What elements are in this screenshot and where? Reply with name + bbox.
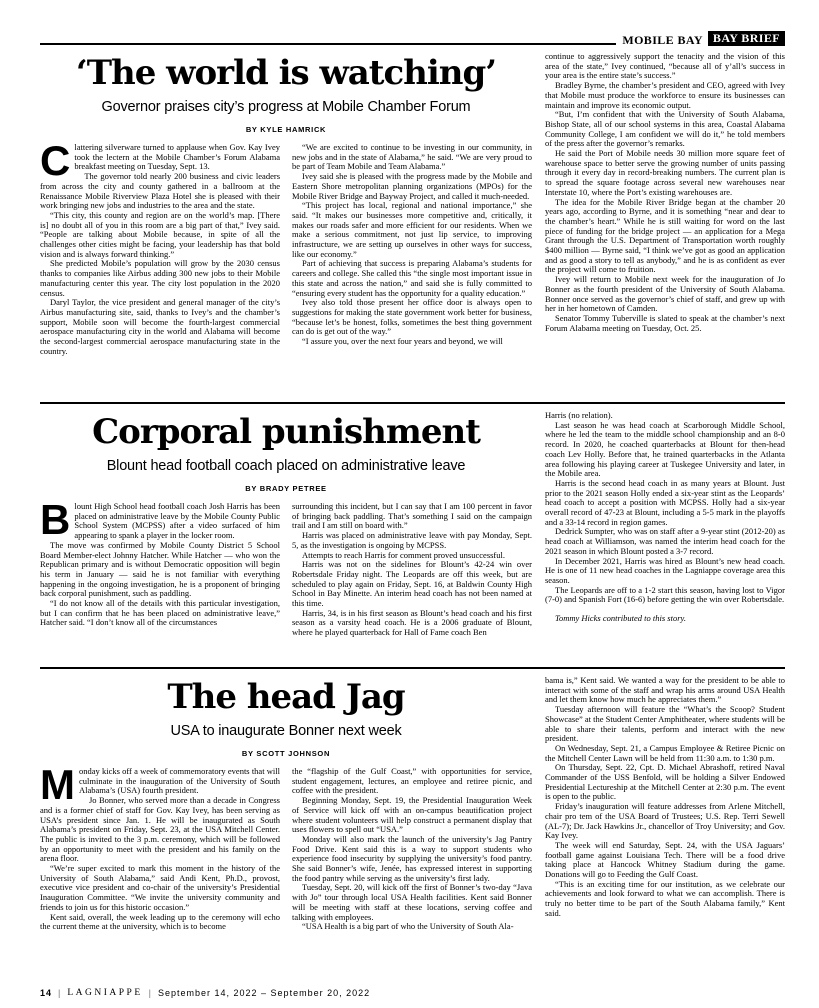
article-3-main — [40, 676, 532, 978]
footer-separator: | — [148, 988, 152, 998]
body-paragraph: Friday’s inauguration will feature addresses from Arlene Mitchell, chair pro tem of the USA Board of Trustees; U.S. Rep. Terri Sewell (AL-7); Dr. Jack Hawkins Jr., chancellor of Troy University; and Gov. Kay Ivey. — [545, 801, 785, 841]
article-3-subtitle: USA to inaugurate Bonner next week — [170, 723, 402, 739]
article-3-body — [40, 761, 532, 932]
body-paragraph: “This city, this county and region are on the world’s map. [There is] no doubt all of you in this room are a big part of that,” Ivey said. “People are talking about Mobile because, in spite of all the challenges other cities might be facing, your leadership has that bold vision and is always forward thinking.” — [40, 209, 280, 259]
body-paragraph: On Wednesday, Sept. 21, a Campus Employee & Retiree Picnic on the Mitchell Center Lawn will be held from 11:30 a.m. to 1:30 p.m. — [545, 742, 785, 763]
article-2-header — [40, 411, 532, 493]
masthead-rule — [40, 43, 616, 45]
body-paragraph: “USA Health is a big part of who the University of South Ala- — [302, 921, 514, 932]
body-paragraph: In December 2021, Harris was hired as Blount’s new head coach. He is one of 11 new head coaches in the Lagniappe coverage area this season. — [545, 555, 785, 585]
article-1-main — [40, 52, 532, 396]
paragraph-group — [292, 502, 532, 638]
body-paragraph: surrounding this incident, but I can say that I am 100 percent in favor of bringing back paddling. That’s something I said on the campaign trail and I am still on board with.” — [292, 501, 532, 531]
paragraph-group — [545, 411, 785, 605]
article-2-column-3 — [545, 411, 785, 661]
article-3-column-2 — [292, 767, 532, 932]
drop-cap-letter: C — [40, 137, 71, 184]
body-paragraph: Jo Bonner, who served more than a decade in Congress and is a former chief of staff for Gov. Kay Ivey, has been serving as USA’s president since Jan. 1. He will be inaugurated as South Alabama’s president on Friday, Sept. 23, at the USA Mitchell Center. The public is invited to the 3 p.m. ceremony, which will be followed by an opportunity to meet with the president and his family on the arena floor. — [40, 795, 280, 864]
article-3-column-1 — [40, 761, 280, 932]
paragraph-group — [40, 172, 280, 356]
paragraph-group — [292, 143, 532, 347]
article-corporal-punishment — [40, 411, 785, 661]
body-paragraph: Kent said, overall, the week leading up to the ceremony will echo the current theme at the university, which is to become — [40, 911, 280, 932]
body-paragraph: “I do not know all of the details with this particular investigation, but I can confirm that he has been placed on administrative leave,” Hatcher said. “I don’t know all of the circumstances — [40, 598, 280, 628]
body-paragraph: the “flagship of the Gulf Coast,” with opportunities for service, student engagement, lectures, an employee and retiree picnic, and coffee with the president. — [292, 766, 532, 796]
body-paragraph: The move was confirmed by Mobile County District 5 School Board Member-elect Johnny Hatcher. While Hatcher — who won the Republican primary and is without Democratic opposition will begin his term in January — said he is not familiar with everything happening in the ongoing investigation, he is a proponent of bringing back corporal punishment, such as paddling. — [40, 539, 280, 599]
article-3-header — [40, 676, 532, 758]
body-paragraph: The week will end Saturday, Sept. 24, with the USA Jaguars’ football game against Louisiana Tech. There will be a food drive taking place at Hancock Whitney Stadium during the game. Donations will go to Feeding the Gulf Coast. — [545, 839, 785, 880]
body-paragraph: Bradley Byrne, the chamber’s president and CEO, agreed with Ivey that Mobile must produce the workforce to ensure its businesses can maintain and improve its economic output. — [545, 80, 785, 110]
section-divider — [40, 402, 785, 404]
lead-text: lattering silverware turned to applause when Gov. Kay Ivey took the lectern at the Mobile Chamber’s Forum Alabama breakfast meeting on Tuesday, Sept. 13. — [74, 142, 280, 172]
article-1-column-3 — [545, 52, 785, 396]
body-paragraph: The governor told nearly 200 business and civic leaders from across the city and county gathered in a ballroom at the Renaissance Mobile Riverview Plaza Hotel she is pleased with their work bringing new jobs and industries to the area and the state. — [40, 171, 280, 211]
body-paragraph: Part of achieving that success is preparing Alabama’s students for careers and college. She called this “the single most important issue in this state and across the nation,” and said she is fully committed to “ensuring every student has the opportunity for a quality education.” — [292, 258, 532, 298]
body-paragraph: He said the Port of Mobile needs 30 million more square feet of warehouse space to better serve the growing number of units passing through it every day in record-breaking numbers. The current plan is to spread the square footage across several new warehouses near Interstate 10, where the Port’s existing warehouses are. — [545, 148, 785, 197]
body-paragraph: The Leopards are off to a 1-2 start this season, having lost to Vigor (7-0) and Spanish Fort (16-6) before getting the win over Robertsdale. — [545, 584, 785, 605]
article-3-headline: The head Jag — [167, 677, 405, 717]
lead-text: onday kicks off a week of commemoratory events that will culminate in the inauguration of the University of South Alabama’s (USA) fourth president. — [79, 766, 280, 796]
body-paragraph: Tuesday, Sept. 20, will kick off the first of Bonner’s two-day “Java with Jo” tour through local USA Health facilities. Kent said Bonner will be meeting with staff at these locations, serving coffee and talking with employees. — [292, 882, 532, 922]
body-paragraph: “We are excited to continue to be investing in our community, in new jobs and in the state of Alabama,” he said. “We are very proud to be part of Team Mobile and Team Alabama.” — [292, 142, 532, 172]
body-paragraph: Beginning Monday, Sept. 19, the Presidential Inauguration Week of Service will kick off with an on-campus beautification project where student volunteers will help construct a permanent display that uses flowers to spell out “USA.” — [292, 795, 532, 835]
contributor-note: Tommy Hicks contributed to this story. — [555, 613, 686, 624]
lead-paragraph — [40, 496, 280, 543]
article-1-column-1 — [40, 137, 280, 356]
lead-paragraph — [40, 137, 280, 184]
body-paragraph: “This is an exciting time for our institution, as we celebrate our achievements and look forward to what we can accomplish. There is truly no better time to be part of the South Alabama family,” Kent said. — [545, 878, 785, 918]
article-2-main — [40, 411, 532, 661]
article-2-byline: BY BRADY PETREE — [245, 484, 327, 493]
paragraph-group — [545, 676, 785, 919]
body-paragraph: The idea for the Mobile River Bridge began at the chamber 20 years ago, according to Byrne, and it is something “near and dear to the chamber’s heart.” While he is still waiting for word on the last piece of funding for the bridge project — an application for a Mega Grant through the U.S. Department of Transportation worth roughly $400 million — Byrne said, “I think we’ve got as good an application and as good a story to tell as anybody,” and he is as confident as ever the project will come to fruition. — [545, 196, 785, 275]
section-title: MOBILE BAY — [622, 33, 703, 47]
body-paragraph: Ivey will return to Mobile next week for the inauguration of Jo Bonner as the fourth president of the University of South Alabama. Bonner once served as the governor’s chief of staff, and grew up with her in her hometown of Camden. — [545, 274, 785, 314]
body-paragraph: continue to aggressively support the tenacity and the vision of this area of the state,” Ivey continued, “because all of y’all’s success in your area is the entire state’s success.” — [545, 52, 785, 81]
drop-cap-letter: M — [40, 761, 75, 808]
article-1-header — [40, 52, 532, 134]
article-3-byline: BY SCOTT JOHNSON — [241, 749, 331, 758]
body-paragraph: Harris was not on the sidelines for Blount’s 42-24 win over Robertsdale Friday night. The Leopards are off this week, but are scheduled to play again on Friday, Sept. 16, at Baldwin County High School in Bay Minette. An interim head coach has not been named at this time. — [292, 559, 532, 609]
article-world-is-watching — [40, 52, 785, 396]
issue-date-range: September 14, 2022 – September 20, 2022 — [157, 988, 371, 998]
body-paragraph: Senator Tommy Tuberville is slated to speak at the chamber’s next Forum Alabama meeting on Tuesday, Oct. 25. — [545, 312, 785, 333]
body-paragraph: “I assure you, over the next four years and beyond, we will — [302, 336, 503, 347]
masthead-label — [616, 31, 785, 46]
page-number: 14 — [40, 988, 53, 998]
body-paragraph: Dedrick Sumpter, who was on staff after a 9-year stint (2012-20) as head coach at Williamson, was named the interim head coach for the 2021 season in which Blount posted a 3-7 record. — [545, 526, 785, 556]
lead-paragraph — [40, 761, 280, 808]
article-head-jag — [40, 676, 785, 978]
body-paragraph: Harris (no relation). — [545, 411, 613, 420]
body-paragraph: “We’re super excited to mark this moment in the history of the University of South Alabama,” said Andi Kent, Ph.D., provost, executive vice president and co-chair of the university’s Presidential Inauguration Committee. “We invite the university community and friends to join us for this historic occasion.” — [40, 863, 280, 912]
article-3-column-3 — [545, 676, 785, 978]
article-2-body — [40, 496, 532, 638]
paragraph-group — [292, 767, 532, 932]
publication-name: LAGNIAPPE — [67, 988, 143, 998]
masthead — [40, 26, 785, 46]
body-paragraph: On Thursday, Sept. 22, Cpt. D. Michael Abrashoff, retired Naval Commander of the USS Benfold, will be holding a Silver Endowed Presidential Lectureship at the Mitchell Center at 2:30 p.m. The event is open to the public. — [545, 762, 785, 802]
body-paragraph: She predicted Mobile’s population will grow by the 2030 census thanks to companies like Airbus adding 300 new jobs to their Mobile manufacturing center this year. The city lost population in the 2020 census. — [40, 258, 280, 298]
section-badge: BAY BRIEF — [708, 31, 785, 46]
body-paragraph: bama is,” Kent said. We wanted a way for the president to be able to interact with some of the staff and wrap his arms around USA Health and let them know how much he appreciates them.” — [545, 676, 785, 705]
body-paragraph: Harris is the second head coach in as many years at Blount. Just prior to the 2021 season Holly ended a six-year stint as the Leopards’ head coach to accept a position with MCPSS. Holly had a six-year overall record of 47-23 at Blount, including a 5-5 mark in the playoffs and a 33-14 record in region games. — [545, 477, 785, 527]
body-paragraph: Daryl Taylor, the vice president and general manager of the city’s Airbus manufacturing site, said, thanks to Ivey’s and the chamber’s support, Mobile soon will become the fourth-largest commercial aerospace manufacturing city in the world and Alabama will become the second-largest commercial aerospace manufacturing state in the country. — [40, 297, 280, 356]
drop-cap-letter: B — [40, 496, 71, 543]
article-1-column-2 — [292, 143, 532, 356]
section-divider — [40, 667, 785, 669]
body-paragraph: Ivey said she is pleased with the progress made by the Mobile and Eastern Shore metropolitan planning organizations (MPOs) for the Mobile River Bridge and Bayway Project, and called it much-needed. — [292, 171, 532, 201]
article-1-subtitle: Governor praises city’s progress at Mobile Chamber Forum — [101, 99, 471, 115]
body-paragraph: Tuesday afternoon will feature the “What’s the Scoop? Student Showcase” at the Student Center Amphitheater, where students will be able to share their talents, perform and interact with the new president. — [545, 704, 785, 744]
body-paragraph: Ivey also told those present her office door is always open to suggestions for making the state government work better for business, “because let’s be honest, folks, sometimes the best thing government can do is get out of the way.” — [292, 297, 532, 337]
paragraph-group — [40, 796, 280, 932]
body-paragraph: “But, I’m confident that with the University of South Alabama, Bishop State, all of our school systems in this area, Coastal Alabama Community College, I am confident we will do it,” he told members of the press after the governor’s remarks. — [545, 109, 785, 149]
page-footer — [40, 988, 785, 998]
body-paragraph: Attempts to reach Harris for comment proved unsuccessful. — [302, 549, 505, 560]
body-paragraph: Harris was placed on administrative leave with pay Monday, Sept. 5, as the investigation is ongoing by MCPSS. — [292, 530, 532, 550]
body-paragraph: Monday will also mark the launch of the university’s Jag Pantry Food Drive. Kent said this is a way to support students who experience food insecurity by supplying the university’s food pantry. She said Bonner’s wife, Jenée, has expressed interest in supporting the food pantry while serving as the university’s first lady. — [292, 833, 532, 883]
lead-text: lount High School head football coach Josh Harris has been placed on administrative leave by the Mobile County Public School System (MCPSS) after a video surfaced of him appearing to spank a player in the locker room. — [74, 501, 280, 541]
article-1-byline: BY KYLE HAMRICK — [245, 125, 327, 134]
article-2-subtitle: Blount head football coach placed on administrative leave — [106, 458, 466, 474]
article-1-body — [40, 137, 532, 356]
paragraph-group — [40, 541, 280, 628]
body-paragraph: Harris, 34, is in his first season as Blount’s head coach and his first season as a varsity head coach. He is a 2006 graduate of Blount, where he played quarterback for Hall of Fame coach Ben — [292, 607, 532, 638]
paragraph-group — [545, 52, 785, 333]
article-2-headline: Corporal punishment — [92, 412, 480, 452]
article-1-headline: ‘The world is watching’ — [75, 53, 497, 93]
article-2-column-1 — [40, 496, 280, 638]
footer-separator: | — [58, 988, 62, 998]
body-paragraph: Last season he was head coach at Scarborough Middle School, where he led the team to the middle school championship and an 8-0 record. In 2020, he coached quarterbacks at Blount for then-head coach Lev Holly. Before that, he trained quarterbacks in the Atlanta area following his playing career at Tuskegee University and later, in the Mobile area. — [545, 419, 785, 479]
article-2-column-2 — [292, 502, 532, 638]
body-paragraph: “This project has local, regional and national importance,” she said. “It makes our businesses more competitive and, critically, it makes our roads safer and more efficient for our residents. When we make a serious commitment, not just lip service, to improving infrastructure, we are setting up ourselves in other ways for success, like our economy.” — [292, 200, 532, 259]
